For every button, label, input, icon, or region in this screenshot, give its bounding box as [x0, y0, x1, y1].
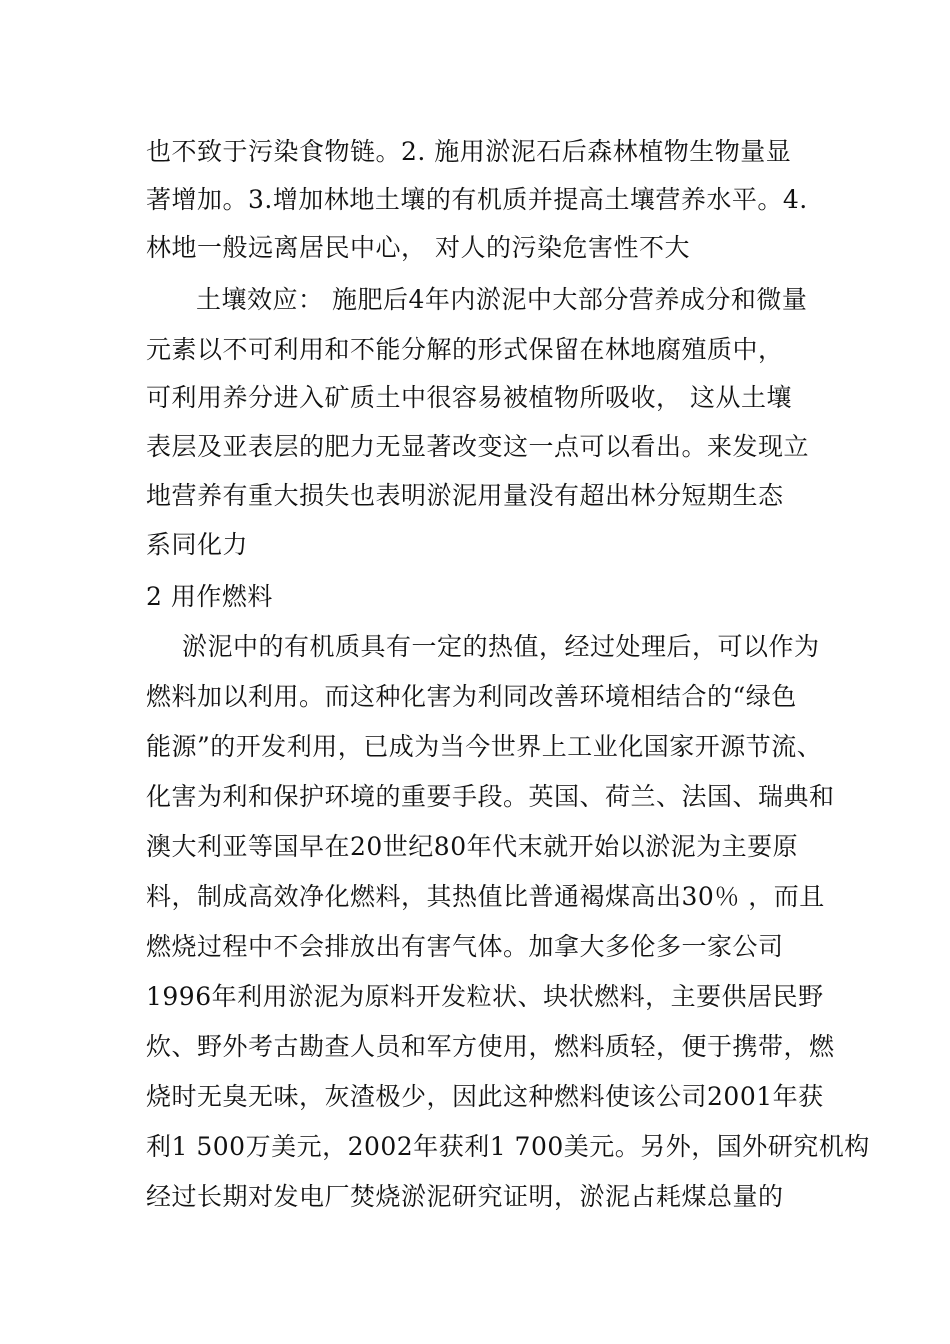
text-line: 料，制成高效净化燃料，其热值比普通褐煤高出30％ ，而且: [146, 882, 825, 911]
text-line: 炊、野外考古勘查人员和军方使用，燃料质轻，便于携带，燃: [146, 1032, 835, 1061]
text-line: 也不致于污染食物链。2. 施用淤泥石后森林植物生物量显: [146, 137, 792, 166]
text-line: 能源”的开发利用，已成为当今世界上工业化国家开源节流、: [146, 732, 823, 761]
text-line: 澳大利亚等国早在20世纪80年代末就开始以淤泥为主要原: [146, 832, 799, 861]
text-line: 1996年利用淤泥为原料开发粒状、块状燃料，主要供居民野: [146, 982, 824, 1011]
text-line: 燃料加以利用。而这种化害为利同改善环境相结合的“绿色: [146, 682, 797, 711]
text-line: 化害为利和保护环境的重要手段。英国、荷兰、法国、瑞典和: [146, 782, 835, 811]
paragraph-fuel: 淤泥中的有机质具有一定的热值，经过处理后，可以作为: [182, 632, 820, 661]
text-line: 可利用养分进入矿质土中很容易被植物所吸收， 这从土壤: [146, 383, 792, 412]
text-line: 元素以不可利用和不能分解的形式保留在林地腐殖质中，: [146, 335, 784, 364]
text-line: 烧时无臭无味，灰渣极少，因此这种燃料使该公司2001年获: [146, 1082, 824, 1111]
text-line: 林地一般远离居民中心， 对人的污染危害性不大: [146, 233, 690, 262]
paragraph-soil-effect: 土壤效应： 施肥后4年内淤泥中大部分营养成分和微量: [196, 285, 808, 314]
text-line: 著增加。3.增加林地土壤的有机质并提高土壤营养水平。4.: [146, 185, 808, 214]
text-line: 经过长期对发电厂焚烧淤泥研究证明，淤泥占耗煤总量的: [146, 1182, 784, 1211]
text-line: 利1 500万美元，2002年获利1 700美元。另外，国外研究机构: [146, 1132, 870, 1161]
text-line: 燃烧过程中不会排放出有害气体。加拿大多伦多一家公司: [146, 932, 784, 961]
text-line: 地营养有重大损失也表明淤泥用量没有超出林分短期生态: [146, 481, 784, 510]
text-line: 表层及亚表层的肥力无显著改变这一点可以看出。来发现立: [146, 432, 810, 461]
text-line: 系同化力: [146, 530, 249, 559]
section-heading: 2 用作燃料: [146, 582, 273, 611]
